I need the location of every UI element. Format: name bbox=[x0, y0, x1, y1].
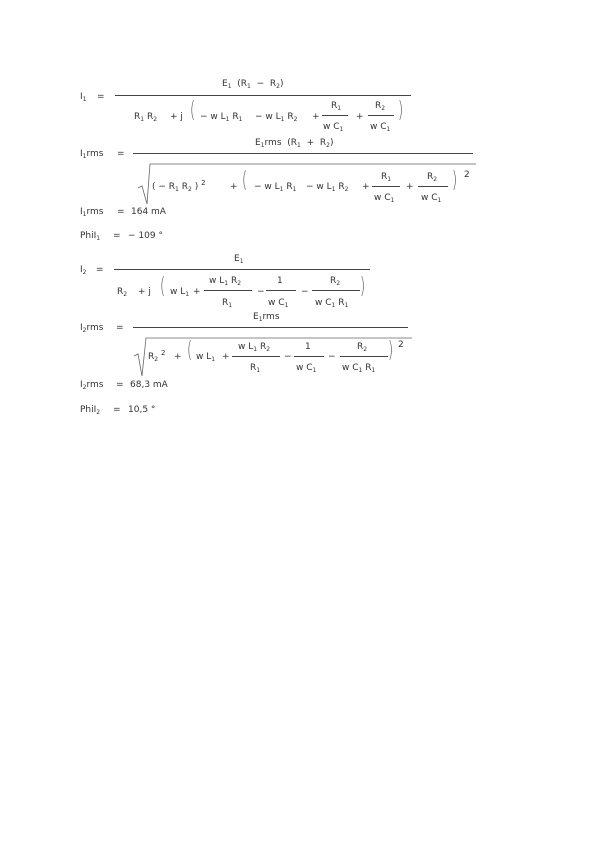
frac2-num: $R_2$ bbox=[427, 172, 438, 183]
den-wl1: w $L_1$ bbox=[196, 352, 216, 363]
equals-sign: = bbox=[116, 323, 124, 333]
frac1-den: w $C_1$ bbox=[323, 122, 344, 133]
paren-close: ) bbox=[398, 98, 404, 123]
fraction-bar bbox=[115, 95, 411, 96]
fraction-bar bbox=[133, 153, 473, 154]
frac3-bar bbox=[312, 290, 360, 291]
lhs-i1rms: $I_1rms$ bbox=[80, 149, 104, 160]
fraction-bar bbox=[133, 327, 408, 328]
result-value: − 109 ° bbox=[128, 231, 163, 241]
minus-sign: − bbox=[328, 352, 336, 362]
result-value: 10,5 ° bbox=[128, 405, 156, 415]
frac3-den: w $C_1$ $R_1$ bbox=[342, 363, 376, 374]
frac2-den: w $C_1$ bbox=[370, 122, 391, 133]
den-r1r2: $R_1$ $R_2$ bbox=[134, 112, 158, 123]
frac1-num: w $L_1$ $R_2$ bbox=[238, 342, 271, 353]
plus-sign: + bbox=[174, 352, 182, 362]
frac3-den: w $C_1$ $R_1$ bbox=[315, 298, 349, 309]
den-wl1: w $L_1$ bbox=[170, 287, 190, 298]
fraction-bar bbox=[114, 269, 370, 270]
exponent: 2 bbox=[464, 170, 470, 180]
result-value: 164 mA bbox=[131, 207, 166, 217]
equals-sign: = bbox=[117, 207, 125, 217]
frac1-num: $R_1$ bbox=[331, 101, 342, 112]
plus-sign: + bbox=[193, 287, 201, 297]
den-r2-sq: $R_2$ $^2$ bbox=[148, 349, 166, 363]
equals-sign: = bbox=[116, 380, 124, 390]
equals-sign: = bbox=[113, 231, 121, 241]
numerator: $E_1rms$ bbox=[253, 312, 280, 323]
equals-sign: = bbox=[96, 265, 104, 275]
equals-sign: = bbox=[117, 149, 125, 159]
frac2-num: 1 bbox=[277, 276, 283, 286]
frac1-num: w $L_1$ $R_2$ bbox=[209, 276, 242, 287]
minus-sign: − bbox=[301, 287, 309, 297]
plus-sign: + bbox=[406, 182, 414, 192]
minus-sign: − bbox=[257, 287, 265, 297]
equals-sign: = bbox=[113, 405, 121, 415]
paren-open: ( bbox=[187, 338, 193, 363]
paren-open: ( bbox=[190, 98, 196, 123]
frac2-num: $R_2$ bbox=[375, 101, 386, 112]
frac1-num: $R_1$ bbox=[381, 172, 392, 183]
frac2-den: w $C_1$ bbox=[296, 363, 317, 374]
exponent: 2 bbox=[398, 340, 404, 350]
plus-sign: + bbox=[356, 112, 364, 122]
numerator: $E_1$ bbox=[234, 254, 244, 265]
frac2-den: w $C_1$ bbox=[268, 298, 289, 309]
equals-sign: = bbox=[97, 92, 105, 102]
frac3-num: $R_2$ bbox=[357, 342, 368, 353]
frac2-num: 1 bbox=[305, 342, 311, 352]
lhs-i2: $I_2$ bbox=[80, 265, 87, 276]
den-term-2: − w $L_1$ $R_2$ bbox=[255, 112, 298, 123]
den-j: + j bbox=[170, 112, 183, 122]
paren-close: ) bbox=[388, 338, 394, 363]
den-term-a: ( − $R_1$ $R_2$ ) $^2$ bbox=[152, 179, 206, 193]
frac2-bar bbox=[418, 186, 448, 187]
frac3-num: $R_2$ bbox=[330, 276, 341, 287]
result-value: 68,3 mA bbox=[130, 380, 168, 390]
plus-sign: + bbox=[362, 182, 370, 192]
frac1-den: w $C_1$ bbox=[374, 193, 395, 204]
frac3-bar bbox=[340, 356, 388, 357]
minus-sign: − bbox=[284, 352, 292, 362]
frac1-den: $R_1$ bbox=[222, 298, 233, 309]
frac2-bar bbox=[294, 356, 324, 357]
lhs-i1: $I_1$ bbox=[80, 92, 87, 103]
numerator: $E_1$ $(R_1 - R_2)$ bbox=[222, 79, 284, 90]
result-label: PhiI$_2$ bbox=[80, 405, 101, 416]
result-label: $I_1rms$ bbox=[80, 207, 104, 218]
numerator: $E_1rms$ $(R_1 + R_2)$ bbox=[255, 138, 334, 149]
paren-open: ( bbox=[160, 274, 166, 299]
plus-sign: + bbox=[222, 352, 230, 362]
den-term-b: − w $L_1$ $R_1$ bbox=[254, 182, 297, 193]
plus-sign: + bbox=[230, 182, 238, 192]
result-label: PhiI$_1$ bbox=[80, 231, 101, 242]
frac1-bar bbox=[232, 356, 280, 357]
result-label: $I_2rms$ bbox=[80, 380, 104, 391]
frac1-bar bbox=[372, 186, 400, 187]
plus-sign: + bbox=[312, 112, 320, 122]
den-j: + j bbox=[138, 287, 151, 297]
frac2-den: w $C_1$ bbox=[421, 193, 442, 204]
frac1-den: $R_1$ bbox=[250, 363, 261, 374]
frac2-bar bbox=[368, 115, 394, 116]
frac1-bar bbox=[204, 290, 252, 291]
den-term-c: − w $L_1$ $R_2$ bbox=[306, 182, 349, 193]
lhs-i2rms: $I_2rms$ bbox=[80, 323, 104, 334]
den-term-1: − w $L_1$ $R_1$ bbox=[200, 112, 243, 123]
frac2-bar bbox=[266, 290, 296, 291]
paren-open: ( bbox=[242, 168, 248, 193]
paren-close: ) bbox=[452, 168, 458, 193]
paren-close: ) bbox=[360, 274, 366, 299]
den-r2: $R_2$ bbox=[117, 287, 128, 298]
frac1-bar bbox=[322, 115, 348, 116]
